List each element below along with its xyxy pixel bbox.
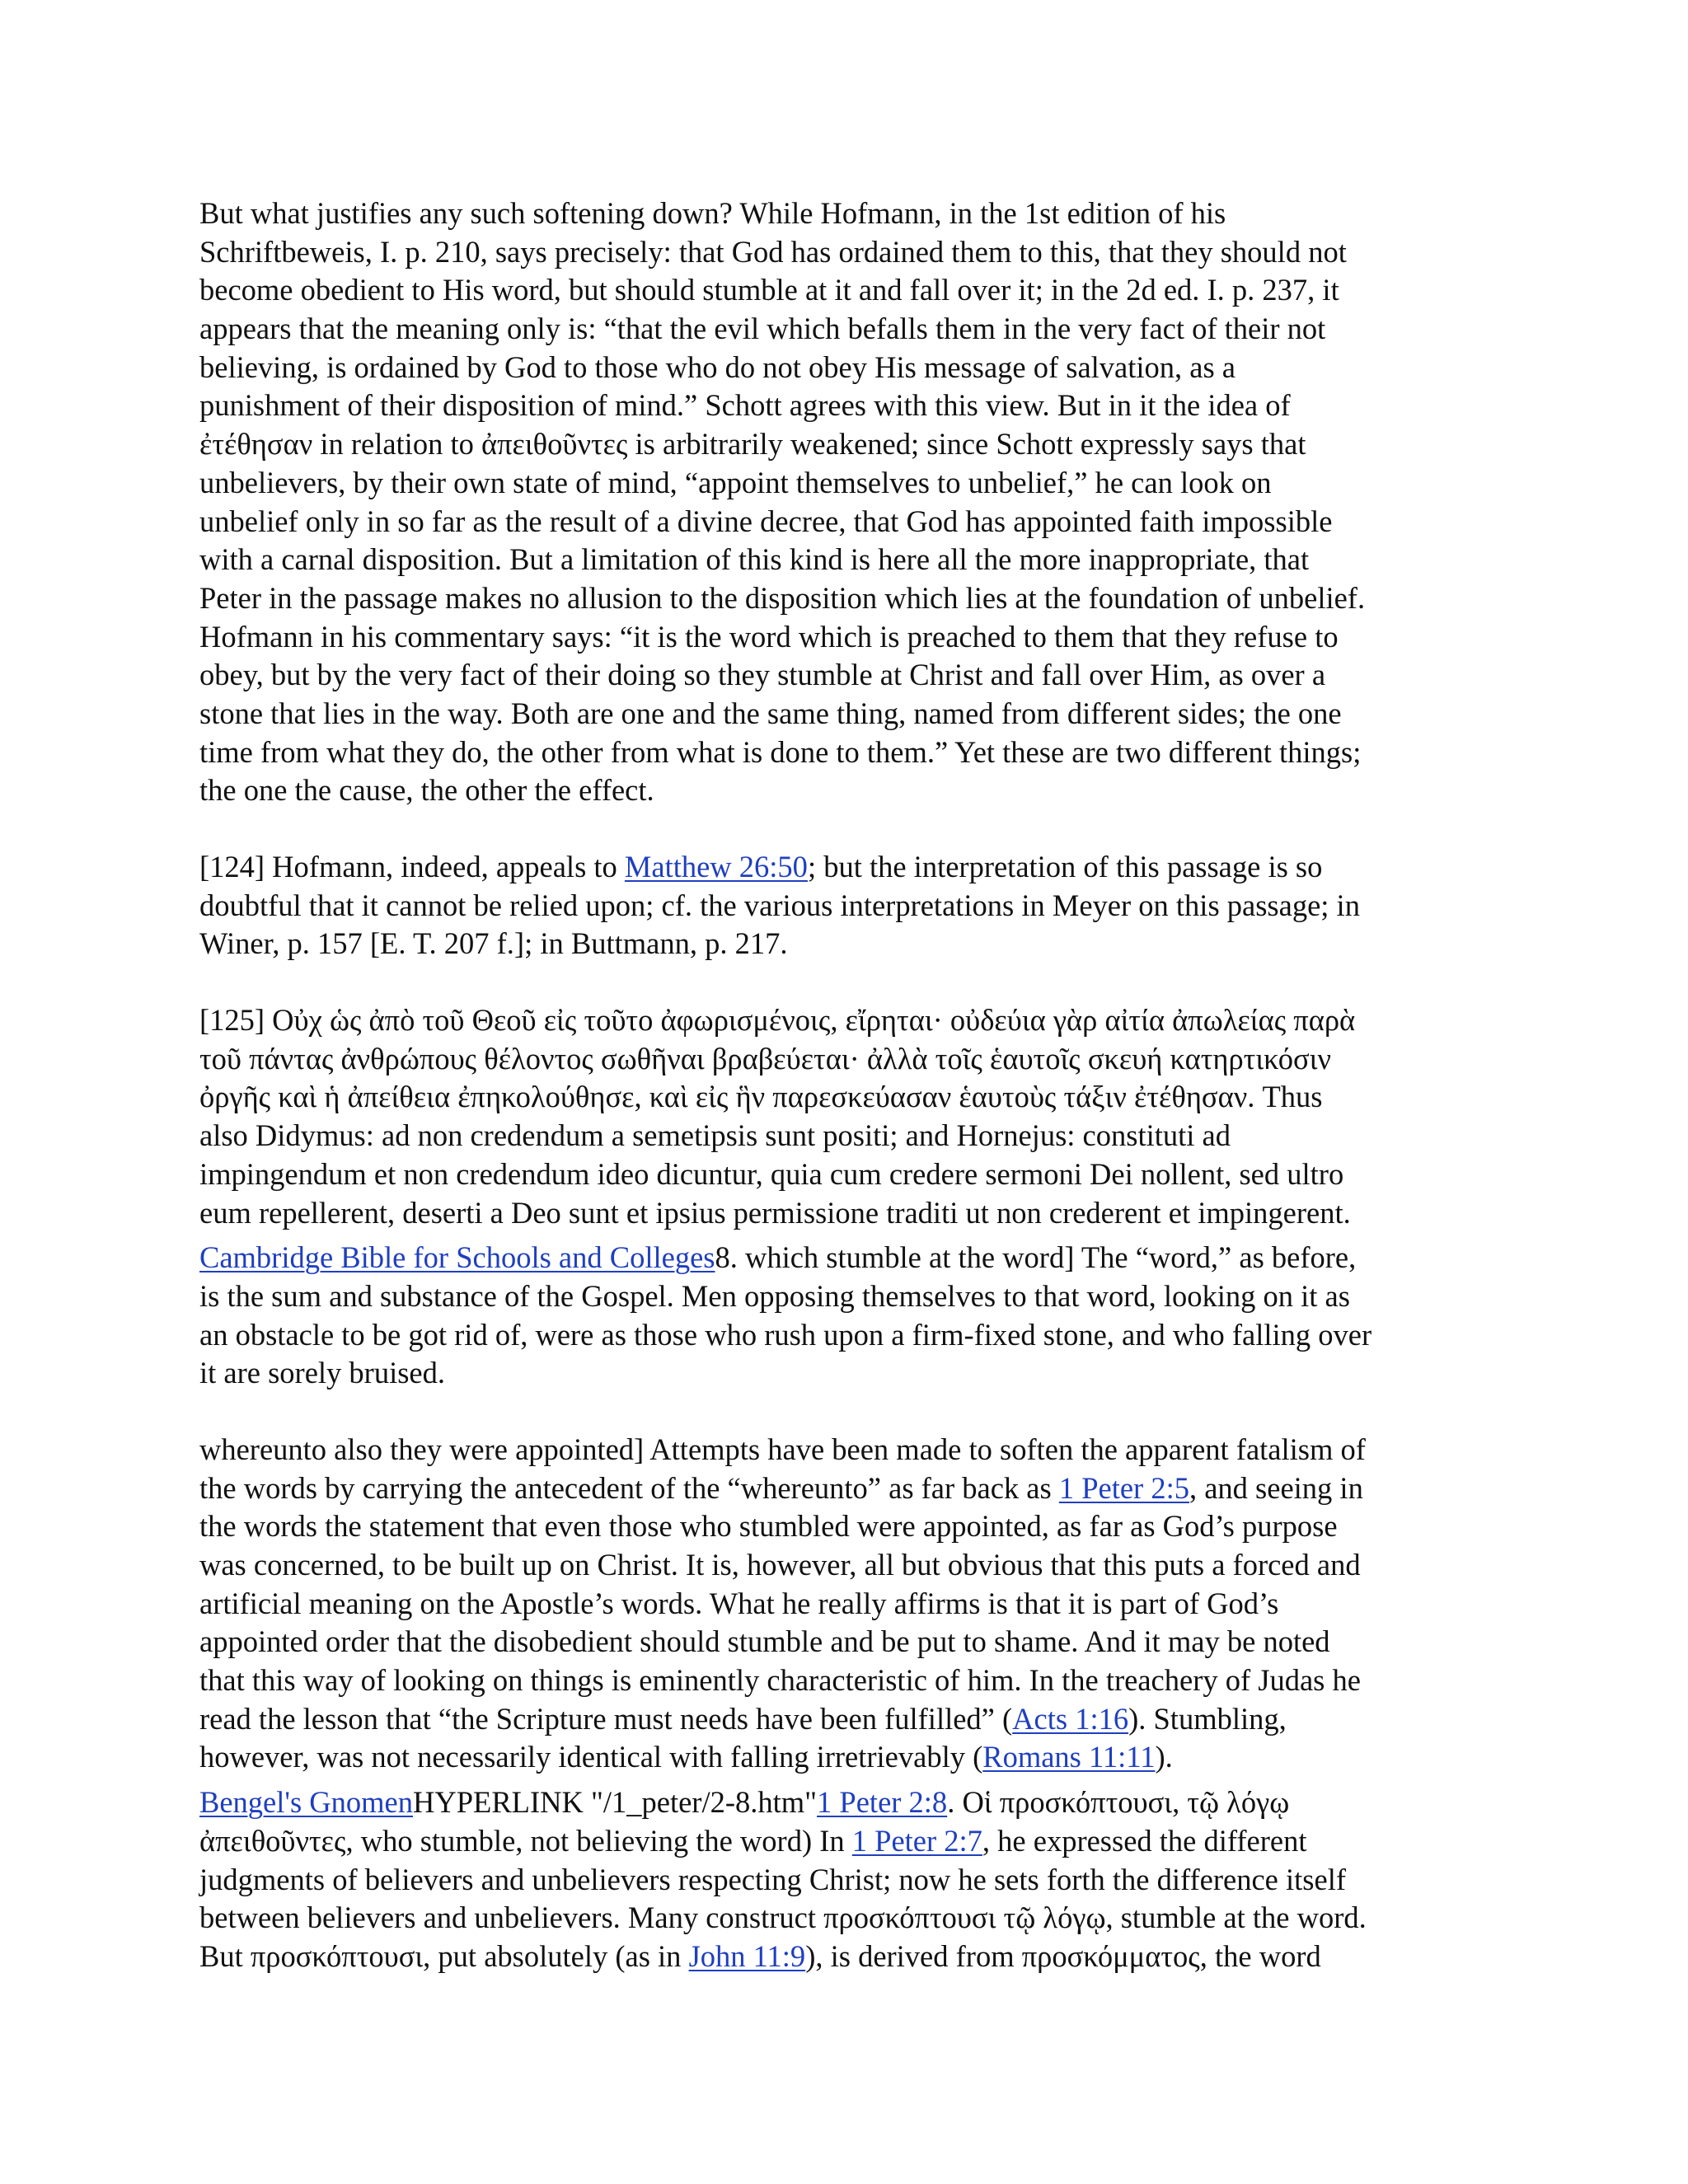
document-page [199, 194, 1502, 1976]
text-fragment: But προσκόπτουσι, put absolutely (as in [199, 1938, 689, 1973]
link-1-peter-2-7[interactable]: 1 Peter 2:7 [851, 1823, 982, 1858]
text-line: ἐτέθησαν in relation to ἀπειθοῦντες is arbitrarily weakened; since Schott expressly says that [199, 427, 1306, 462]
text-line [199, 1938, 1502, 1976]
text-fragment: ), is derived from προσκόμματος, the word [805, 1938, 1321, 1973]
text-line: τοῦ πάντας ἀνθρώπους θέλοντος σωθῆναι βραβεύεται· ἀλλὰ τοῖς ἑαυτοῖς σκευή κατηρτικόσιν [199, 1041, 1332, 1076]
text-fragment: [124] Hofmann, indeed, appeals to [199, 850, 625, 883]
footnote-125 [199, 1001, 1502, 1232]
link-acts-1-16[interactable]: Acts 1:16 [1012, 1701, 1129, 1736]
text-line: Hofmann in his commentary says: “it is the word which is preached to them that they refuse to [199, 619, 1339, 654]
text-fragment: ). [1155, 1740, 1173, 1774]
text-line: believing, is ordained by God to those who do not obey His message of salvation, as a [199, 349, 1236, 384]
text-line: was concerned, to be built up on Christ. It is, however, all but obvious that this puts a forced and [199, 1548, 1361, 1582]
text-line: unbelief only in so far as the result of a divine decree, that God has appointed faith impossible [199, 504, 1333, 538]
text-line: also Didymus: ad non credendum a semetipsis sunt positi; and Hornejus: constituti ad [199, 1118, 1231, 1153]
text-line: the words the statement that even those who stumbled were appointed, as far as God’s purpose [199, 1509, 1338, 1544]
text-fragment: ). Stumbling, [1128, 1701, 1287, 1736]
text-fragment: . Οἱ προσκόπτουσι, τῷ λόγῳ [947, 1785, 1290, 1820]
paragraph-cambridge-bible [199, 1239, 1502, 1393]
text-line: punishment of their disposition of mind.” Schott agrees with this view. But in it the idea of [199, 388, 1291, 423]
text-line [199, 1239, 1502, 1277]
text-fragment: HYPERLINK "/1_peter/2-8.htm" [413, 1785, 818, 1820]
link-bengels-gnomen[interactable]: Bengel's Gnomen [199, 1785, 413, 1820]
text-line [199, 1469, 1502, 1508]
text-line: time from what they do, the other from what is done to them.” Yet these are two different things; [199, 734, 1362, 769]
text-line: is the sum and substance of the Gospel. Men opposing themselves to that word, looking on it as [199, 1278, 1350, 1313]
text-line: with a carnal disposition. But a limitation of this kind is here all the more inappropriate, that [199, 542, 1310, 577]
text-line: ὀργῆς καὶ ἡ ἀπείθεια ἐπηκολούθησε, καὶ εἰς ἣν παρεσκεύασαν ἑαυτοὺς τάξιν ἐτέθησαν. Thus [199, 1080, 1323, 1114]
text-line: obey, but by the very fact of their doing so they stumble at Christ and fall over Him, as over a [199, 658, 1326, 692]
link-john-11-9[interactable]: John 11:9 [688, 1938, 806, 1973]
text-line: Winer, p. 157 [E. T. 207 f.]; in Buttmann, p. 217. [199, 926, 788, 961]
link-1-peter-2-8[interactable]: 1 Peter 2:8 [817, 1785, 948, 1820]
text-line: that this way of looking on things is eminently characteristic of him. In the treachery of Judas he [199, 1663, 1361, 1698]
text-line: artificial meaning on the Apostle’s words. What he really affirms is that it is part of God’s [199, 1586, 1279, 1620]
text-fragment: the words by carrying the antecedent of the “whereunto” as far back as [199, 1470, 1059, 1505]
text-fragment: , and seeing in [1189, 1470, 1363, 1505]
text-line: appears that the meaning only is: “that the evil which befalls them in the very fact of their not [199, 312, 1326, 346]
paragraph-whereunto [199, 1431, 1502, 1777]
text-line: stone that lies in the way. Both are one and the same thing, named from different sides; the one [199, 696, 1342, 730]
text-fragment: ; but the interpretation of this passage is so [807, 850, 1323, 883]
text-fragment: however, was not necessarily identical with falling irretrievably ( [199, 1740, 983, 1774]
text-line: between believers and unbelievers. Many construct προσκόπτουσι τῷ λόγῳ, stumble at the word. [199, 1900, 1367, 1935]
link-1-peter-2-5[interactable]: 1 Peter 2:5 [1058, 1470, 1189, 1505]
text-line: whereunto also they were appointed] Attempts have been made to soften the apparent fatalism of [199, 1432, 1366, 1466]
paragraph-hofmann-softening [199, 194, 1502, 810]
text-line: unbelievers, by their own state of mind, “appoint themselves to unbelief,” he can look on [199, 465, 1272, 499]
link-romans-11-11[interactable]: Romans 11:11 [982, 1740, 1156, 1774]
text-line: become obedient to His word, but should stumble at it and fall over it; in the 2d ed. I. p. 237, it [199, 273, 1339, 307]
footnote-124 [199, 848, 1502, 963]
text-line [199, 848, 1502, 887]
text-line [199, 1700, 1502, 1739]
text-line: the one the cause, the other the effect. [199, 773, 654, 808]
text-line: it are sorely bruised. [199, 1356, 445, 1390]
text-line [199, 1738, 1502, 1777]
text-line: But what justifies any such softening down? While Hofmann, in the 1st edition of his [199, 196, 1226, 230]
text-fragment: ἀπειθοῦντες, who stumble, not believing the word) In [199, 1823, 852, 1858]
text-line: doubtful that it cannot be relied upon; cf. the various interpretations in Meyer on this passage; in [199, 888, 1360, 922]
text-line: an obstacle to be got rid of, were as those who rush upon a firm-fixed stone, and who falling over [199, 1317, 1372, 1352]
link-cambridge-bible[interactable]: Cambridge Bible for Schools and Colleges [199, 1240, 715, 1275]
text-fragment: , he expressed the different [982, 1823, 1307, 1858]
text-line: appointed order that the disobedient should stumble and be put to shame. And it may be noted [199, 1624, 1330, 1659]
paragraph-bengels-gnomen [199, 1783, 1502, 1975]
text-line: impingendum et non credendum ideo dicuntur, quia cum credere sermoni Dei nollent, sed ultro [199, 1156, 1344, 1191]
text-line: eum repellerent, deserti a Deo sunt et ipsius permissione traditi ut non crederent et impingerent. [199, 1195, 1351, 1230]
text-line [199, 1783, 1502, 1822]
text-fragment: 8. which stumble at the word] The “word,” as before, [715, 1240, 1357, 1275]
text-line [199, 1822, 1502, 1861]
text-line: [125] Οὐχ ὡς ἀπὸ τοῦ Θεοῦ εἰς τοῦτο ἀφωρισμένοις, εἴρηται· οὐδεύια γὰρ αἰτία ἀπωλείας παρὰ [199, 1003, 1356, 1038]
text-fragment: read the lesson that “the Scripture must needs have been fulfilled” ( [199, 1701, 1013, 1736]
text-line: judgments of believers and unbelievers respecting Christ; now he sets forth the difference itself [199, 1862, 1346, 1896]
text-line: Peter in the passage makes no allusion to the disposition which lies at the foundation of unbelief. [199, 580, 1366, 615]
link-matthew-26-50[interactable]: Matthew 26:50 [624, 850, 808, 883]
text-line: Schriftbeweis, I. p. 210, says precisely: that God has ordained them to this, that they should not [199, 234, 1347, 269]
